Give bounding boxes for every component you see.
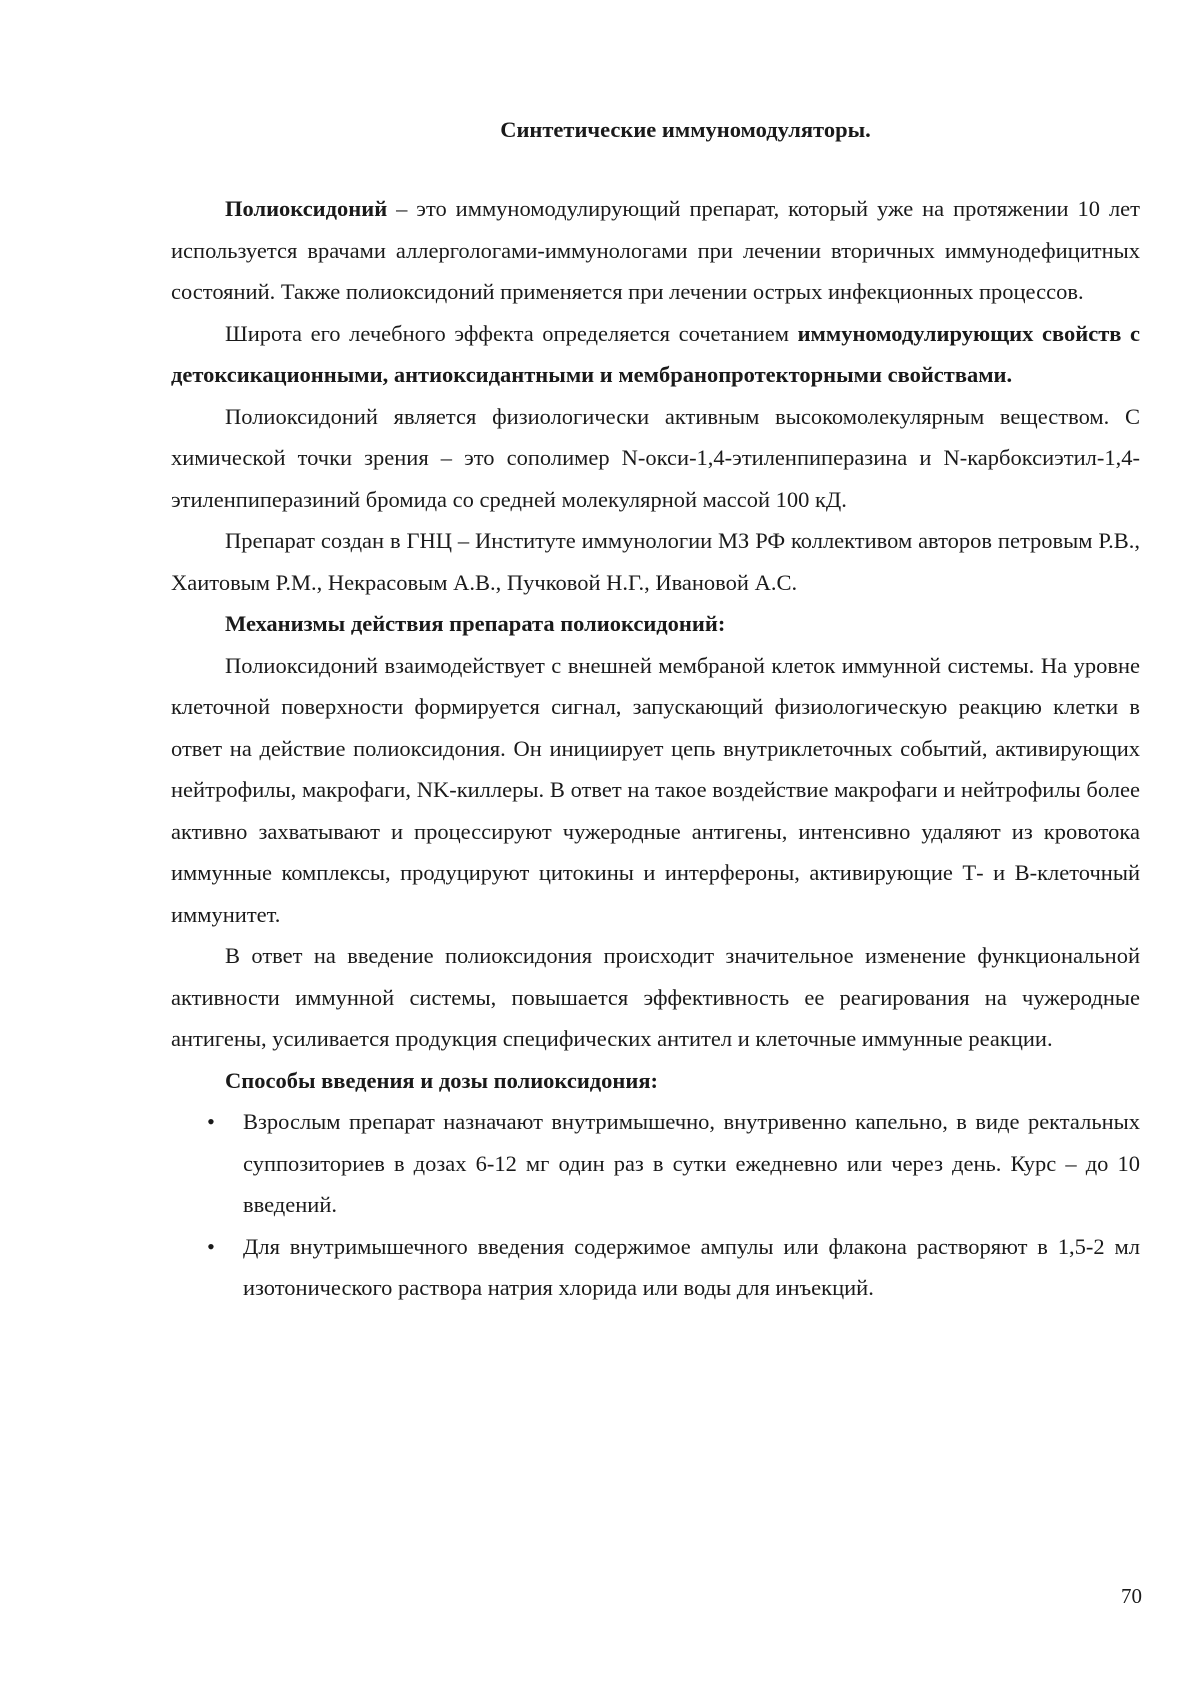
page-number: 70 bbox=[1121, 1584, 1142, 1608]
bullet-icon: • bbox=[207, 1109, 215, 1134]
page-title: Синтетические иммуномодуляторы. bbox=[500, 117, 871, 142]
paragraph-effect-range bbox=[171, 313, 1140, 396]
paragraph-bold-properties: иммуномодулирующих свойств с детоксикационными, антиоксидантными и мембранопротекторными свойствами. bbox=[171, 320, 1141, 387]
bullet-icon: • bbox=[207, 1233, 215, 1259]
list-item bbox=[171, 1101, 1140, 1226]
dosage-list bbox=[171, 1101, 1140, 1309]
term-polyoxidonium: Полиоксидоний bbox=[225, 196, 388, 221]
paragraph-mechanism: Полиоксидоний взаимодействует с внешней мембраной клеток иммунной системы. На уровне клеточной поверхности формируется сигнал, запускающий физиологическую реакцию клетки в ответ на действие полиоксидония. Он инициирует цепь внутриклеточных событий, активирующих нейтрофилы, макрофаги, NK-киллеры. В ответ на такое воздействие макрофаги и нейтрофилы более активно захватывают и процессируют чужеродные антигены, интенсивно удаляют из кровотока иммунные комплексы, продуцируют цитокины и интерфероны, активирующие Т- и В-клеточный иммунитет. bbox=[171, 652, 1140, 927]
paragraph-polyoxidonium-intro bbox=[171, 188, 1140, 313]
section-heading-dosage: Способы введения и дозы полиоксидония: bbox=[225, 1067, 659, 1093]
list-item bbox=[171, 1226, 1140, 1309]
list-item-text: Взрослым препарат назначают внутримышечно, внутривенно капельно, в виде ректальных суппозиториев в дозах 6-12 мг один раз в сутки ежедневно или через день. Курс – до 10 введений. bbox=[243, 1109, 1140, 1217]
paragraph-chemistry: Полиоксидоний является физиологически активным высокомолекулярным веществом. С химической точки зрения – это сополимер N-окси-1,4-этиленпиперазина и N-карбоксиэтил-1,4-этиленпиперазиний бромида со средней молекулярной массой 100 кД. bbox=[171, 403, 1140, 512]
page-content bbox=[171, 110, 1140, 1309]
list-item-text: Для внутримышечного введения содержимое ампулы или флакона растворяют в 1,5-2 мл изотонического раствора натрия хлорида или воды для инъекций. bbox=[243, 1233, 1140, 1300]
paragraph-text: – это иммуномодулирующий препарат, который уже на протяжении 10 лет используется врачами аллергологами-иммунологами при лечении вторичных иммунодефицитных состояний. Также полиоксидоний применяется при лечении острых инфекционных процессов. bbox=[171, 196, 1140, 304]
paragraph-authors: Препарат создан в ГНЦ – Институте иммунологии МЗ РФ коллективом авторов петровым Р.В., Хаитовым Р.М., Некрасовым А.В., Пучковой Н.Г., Ивановой А.С. bbox=[171, 528, 1140, 595]
paragraph-text: Широта его лечебного эффекта определяется сочетанием bbox=[225, 320, 798, 346]
title-spacer bbox=[171, 150, 1140, 188]
section-heading-mechanisms: Механизмы действия препарата полиоксидоний: bbox=[225, 611, 726, 636]
paragraph-immune-response: В ответ на введение полиоксидония происходит значительное изменение функциональной активности иммунной системы, повышается эффективность ее реагирования на чужеродные антигены, усиливается продукция специфических антител и клеточные иммунные реакции. bbox=[171, 943, 1140, 1051]
